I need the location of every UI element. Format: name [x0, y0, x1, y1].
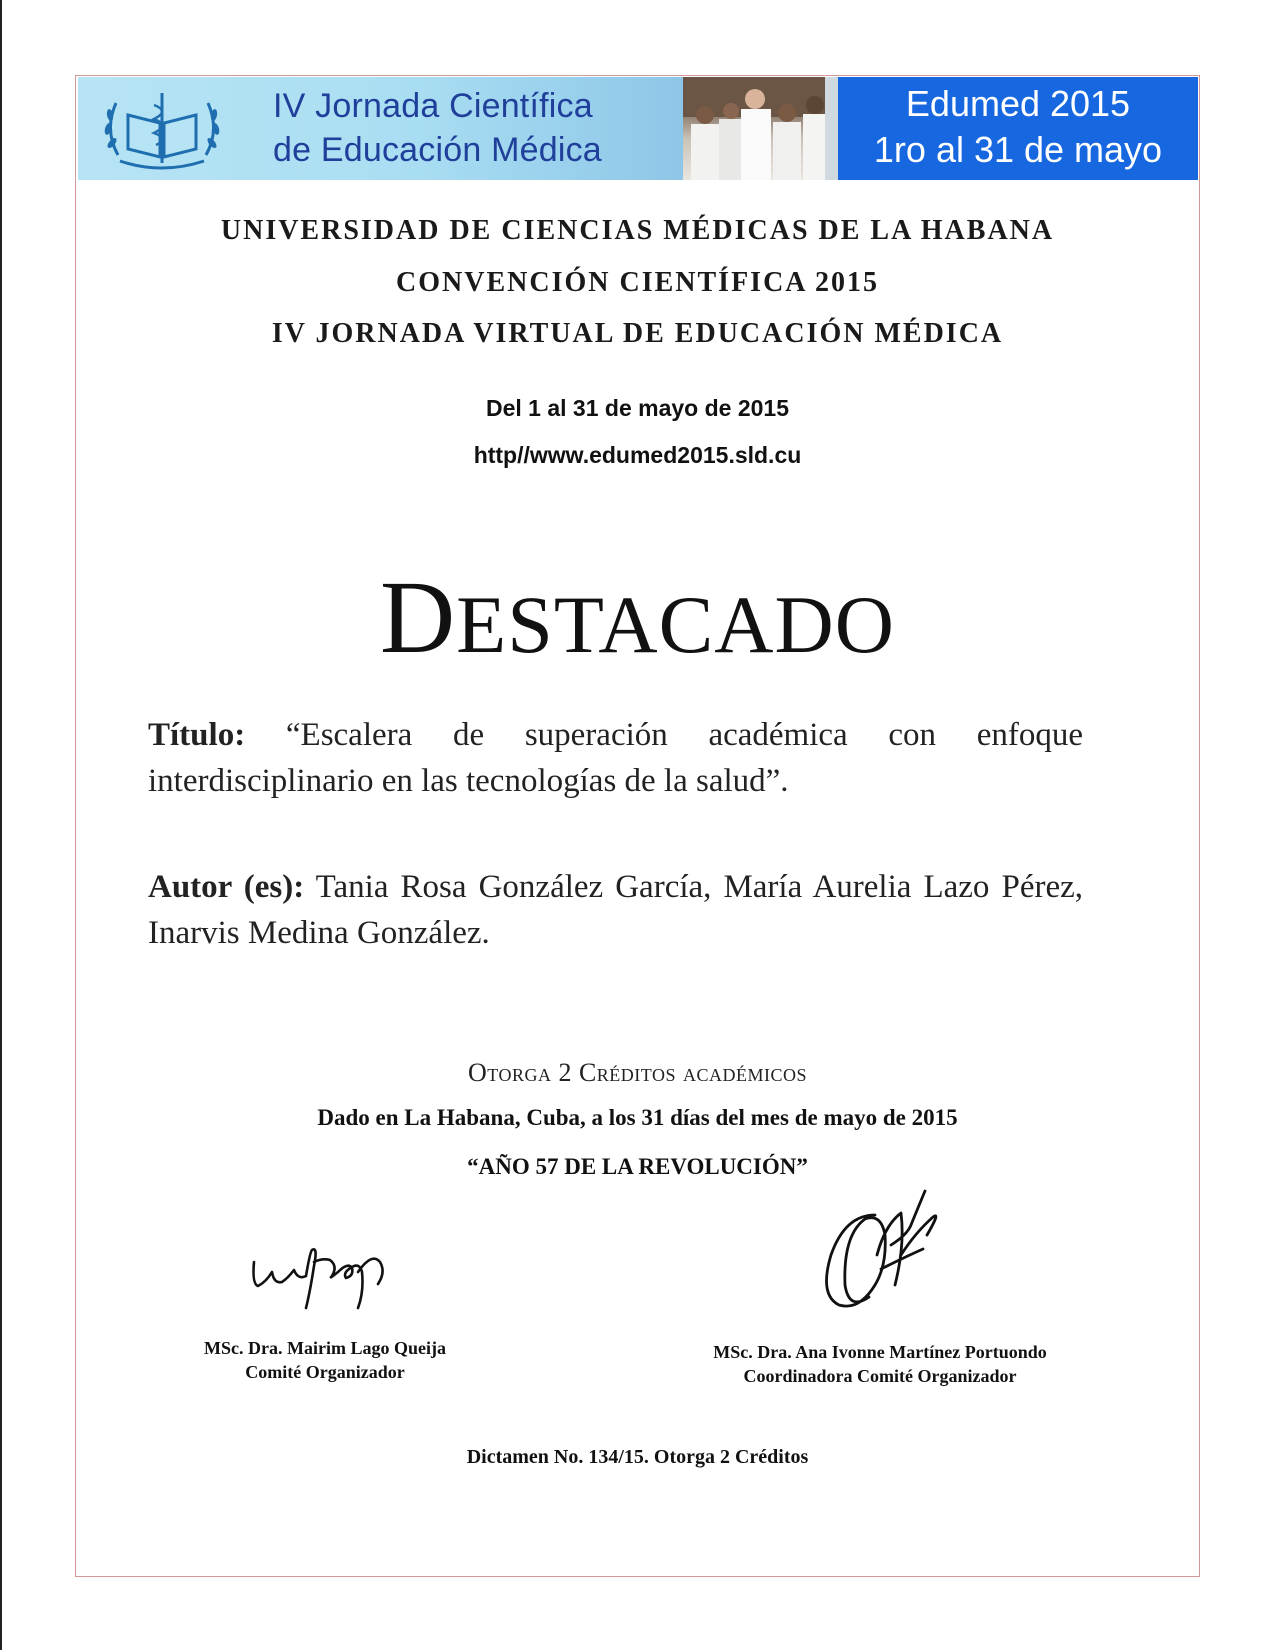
- event-dates: Del 1 al 31 de mayo de 2015: [485, 395, 789, 421]
- dictamen-note: Dictamen No. 134/15. Otorga 2 Créditos: [466, 1446, 809, 1468]
- banner-left-panel: [78, 77, 683, 180]
- award-title-rest: ESTACADO: [456, 579, 895, 670]
- banner-title-line1: IV Jornada Científica: [273, 87, 593, 125]
- page-left-edge: [0, 0, 2, 1650]
- convention-name: CONVENCIÓN CIENTÍFICA 2015: [396, 267, 879, 298]
- signer-right-role: Coordinadora Comité Organizador: [743, 1366, 1017, 1386]
- work-title-label: Título:: [148, 717, 246, 753]
- authors-text: Tania Rosa González García, María Aurelia Lazo Pérez, Inarvis Medina González.: [148, 869, 1083, 951]
- event-banner: [78, 77, 1198, 180]
- authors-label: Autor (es):: [148, 869, 305, 905]
- work-title-text: “Escalera de superación académica con enfoque interdisciplinario en las tecnologías de la salud”.: [148, 717, 1083, 799]
- signer-right-name: MSc. Dra. Ana Ivonne Martínez Portuondo: [713, 1342, 1047, 1362]
- signature-right: [815, 1185, 955, 1325]
- credits-text: Otorga 2 Créditos académicos: [468, 1058, 807, 1087]
- event-url: http//www.edumed2015.sld.cu: [473, 442, 802, 468]
- signer-left: [170, 1336, 480, 1384]
- credits-awarded: [75, 1058, 1200, 1088]
- university-name: UNIVERSIDAD DE CIENCIAS MÉDICAS DE LA HABANA: [220, 215, 1055, 246]
- award-title-initial: D: [380, 560, 457, 675]
- signer-right: [665, 1340, 1095, 1388]
- signer-left-name: MSc. Dra. Mairim Lago Queija: [204, 1338, 446, 1358]
- jornada-name: IV JORNADA VIRTUAL DE EDUCACIÓN MÉDICA: [271, 318, 1004, 349]
- banner-event-dates: 1ro al 31 de mayo: [873, 129, 1163, 170]
- banner-event-name: Edumed 2015: [905, 83, 1131, 124]
- issued-place-date: Dado en La Habana, Cuba, a los 31 días del mes de mayo de 2015: [317, 1105, 958, 1130]
- work-title: [148, 712, 1083, 804]
- banner-right-panel: [838, 77, 1198, 180]
- year-motto: “AÑO 57 DE LA REVOLUCIÓN”: [467, 1154, 808, 1179]
- group-photo-image: [683, 77, 838, 180]
- award-title: [75, 560, 1200, 675]
- banner-title-line2: de Educación Médica: [273, 131, 602, 169]
- authors: [148, 864, 1083, 956]
- signer-left-role: Comité Organizador: [245, 1362, 405, 1382]
- medical-education-logo-icon: [98, 85, 226, 173]
- signature-left: [248, 1232, 398, 1317]
- banner-photo: [683, 77, 838, 180]
